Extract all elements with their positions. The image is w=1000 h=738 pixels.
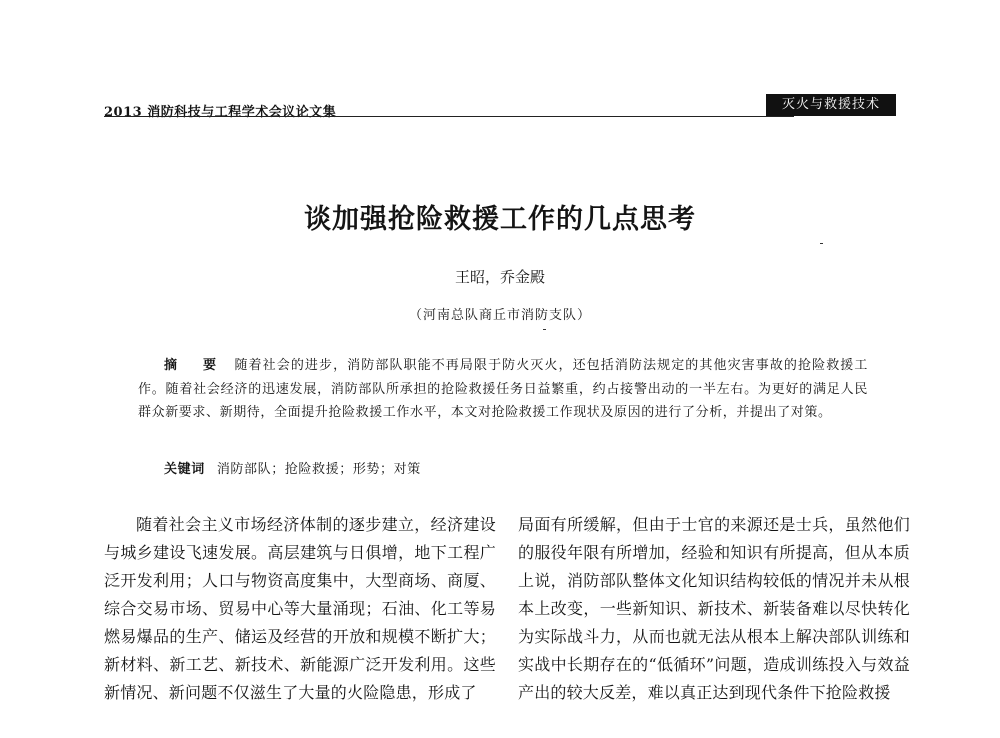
scan-speck xyxy=(820,243,823,244)
running-header-left: 2013 消防科技与工程学术会议论文集 xyxy=(104,105,337,120)
authors: 王昭，乔金殿 xyxy=(454,268,545,286)
keywords-label: 关键词 xyxy=(164,462,205,477)
header-rule xyxy=(104,116,794,117)
section-tag: 灭火与救援技术 xyxy=(766,94,896,116)
abstract-label: 摘 要 xyxy=(164,358,223,373)
body-right-column: 局面有所缓解，但由于士官的来源还是士兵，虽然他们的服役年限有所增加，经验和知识有所提高，但从本质上说，消防部队整体文化知识结构较低的情况并未从根本上改变，一些新知识、新技术、新装备难以尽快转化为实际战斗力，从而也就无法从根本上解决部队训练和实战中长期存在的“低循环”问题，造成训练投入与效益产出的较大反差，难以真正达到现代条件下抢险救援 xyxy=(518,515,910,702)
abstract-text: 随着社会的进步，消防部队职能不再局限于防火灭火，还包括消防法规定的其他灾害事故的抢险救援工作。随着社会经济的迅速发展，消防部队所承担的抢险救援任务日益繁重，约占接警出动的一半左右。为更好的满足人民群众新要求、新期待，全面提升抢险救援工作水平，本文对抢险救援工作现状及原因的进行了分析，并提出了对策。 xyxy=(138,358,868,420)
keywords-text: 消防部队；抢险救援；形势；对策 xyxy=(216,462,421,477)
body-left-column: 随着社会主义市场经济体制的逐步建立，经济建设与城乡建设飞速发展。高层建筑与日俱增，地下工程广泛开发利用；人口与物资高度集中，大型商场、商厦、综合交易市场、贸易中心等大量涌现；石油、化工等易燃易爆品的生产、储运及经营的开放和规模不断扩大；新材料、新工艺、新技术、新能源广泛开发利用。这些新情况、新问题不仅滋生了大量的火险隐患，形成了 xyxy=(104,515,496,702)
affiliation: （河南总队商丘市消防支队） xyxy=(408,308,591,323)
paper-title: 谈加强抢险救援工作的几点思考 xyxy=(304,204,696,235)
scan-speck xyxy=(543,329,546,330)
keywords xyxy=(164,458,864,477)
abstract xyxy=(138,354,868,425)
